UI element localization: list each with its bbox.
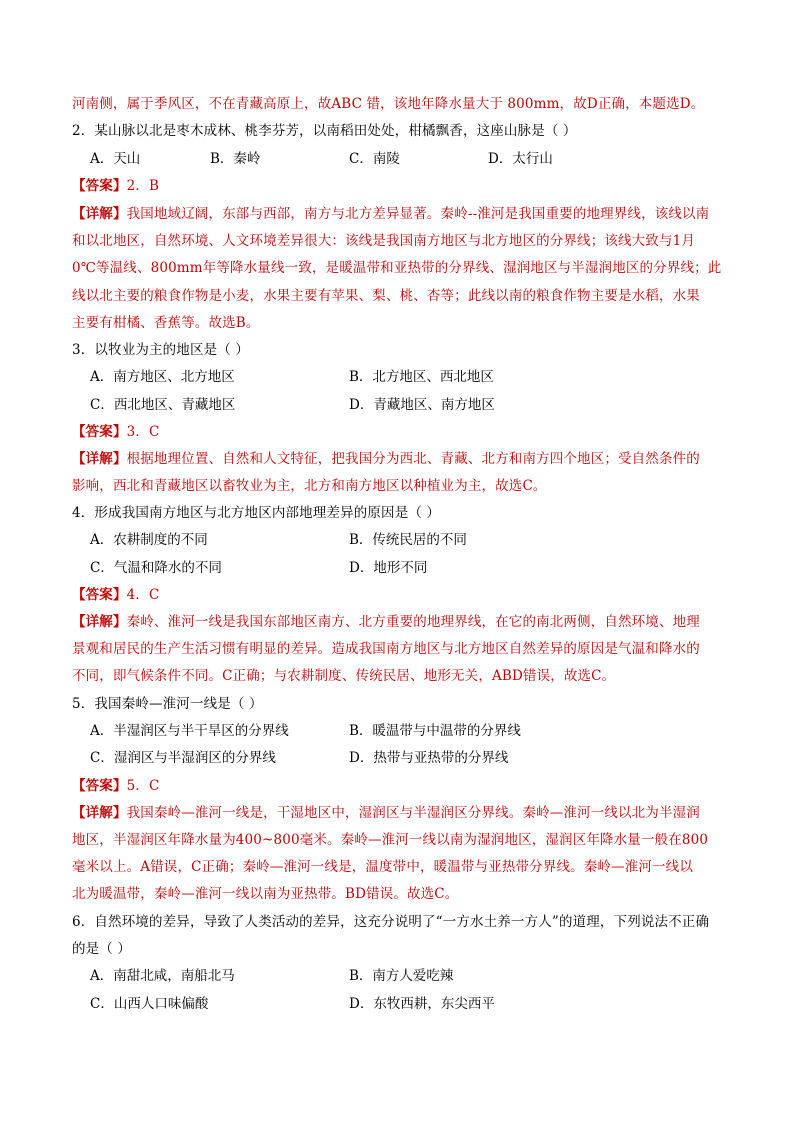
- answer-value: 4．C: [126, 587, 160, 603]
- q5-option-c: C．湿润区与半湿润区的分界线: [90, 750, 276, 766]
- q6-option-b: B．南方人爱吃辣: [349, 968, 454, 984]
- detail-text: 根据地理位置、自然和人文特征，把我国分为西北、青藏、北方和南方四个地区；受自然条件的: [126, 451, 700, 467]
- q4-option-c: C．气温和降水的不同: [90, 560, 222, 576]
- answer-tag: 【答案】: [72, 587, 127, 603]
- q3-answer: [72, 422, 732, 442]
- q2-detail-line-3: 0℃等温线、800mm年等降水量线一致，是暖温带和亚热带的分界线、湿润地区与半湿润地区的分界线；此: [72, 260, 722, 276]
- answer-value: 3．C: [126, 424, 160, 440]
- q5-option-a: A．半湿润区与半干旱区的分界线: [90, 723, 289, 739]
- q6-option-a: A．南甜北咸，南船北马: [90, 968, 235, 984]
- q4-answer: [72, 585, 732, 605]
- q3-option-c: C．西北地区、青藏地区: [90, 397, 236, 413]
- detail-text: 秦岭、淮河一线是我国东部地区南方、北方重要的地理界线，在它的南北两侧，自然环境、地理: [126, 614, 700, 630]
- answer-tag: 【答案】: [72, 178, 127, 194]
- q2-option-c: C．南陵: [349, 151, 400, 167]
- previous-detail-continuation: 河南侧，属于季风区，不在青藏高原上，故ABC 错，该地年降水量大于 800mm，故D正确，本题选D。: [72, 96, 705, 112]
- q2-answer: [72, 176, 732, 196]
- q2-detail-line-2: 和以北地区，自然环境、人文环境差异很大：该线是我国南方地区与北方地区的分界线；该线大致与1月: [72, 233, 695, 249]
- detail-tag: 【详解】: [72, 614, 127, 630]
- answer-value: 2．B: [126, 178, 160, 194]
- q3-detail-line-2: 影响，西北和青藏地区以畜牧业为主，北方和南方地区以种植业为主，故选C。: [72, 478, 547, 494]
- q2-detail-line-4: 线以北主要的粮食作物是小麦，水果主要有苹果、梨、桃、杏等；此线以南的粮食作物主要是水稻，水果: [72, 288, 700, 304]
- question-2-stem: 2．某山脉以北是枣木成林、桃李芬芳，以南稻田处处，柑橘飘香，这座山脉是（ ）: [72, 123, 577, 139]
- q3-option-a: A．南方地区、北方地区: [90, 369, 235, 385]
- detail-tag: 【详解】: [72, 805, 127, 821]
- q2-option-a: A．天山: [90, 151, 141, 167]
- q5-option-d: D．热带与亚热带的分界线: [349, 750, 509, 766]
- q4-option-a: A．农耕制度的不同: [90, 532, 208, 548]
- q4-detail-line-1: [72, 612, 732, 632]
- q3-option-d: D．青藏地区、南方地区: [349, 397, 495, 413]
- q3-option-b: B．北方地区、西北地区: [349, 369, 494, 385]
- question-6-stem-line-1: 6．自然环境的差异，导致了人类活动的差异，这充分说明了“一方水土养一方人”的道理，下列说法不正确: [72, 914, 710, 930]
- q5-detail-line-4: 北为暖温带，秦岭—淮河一线以南为亚热带。BD错误。故选C。: [72, 886, 459, 902]
- question-5-stem: 5．我国秦岭—淮河一线是（ ）: [72, 696, 263, 712]
- q2-detail-line-5: 主要有柑橘、香蕉等。故选B。: [72, 315, 260, 331]
- q2-detail-line-1: [72, 204, 732, 224]
- q5-detail-line-3: 毫米以上。A错误，C正确；秦岭—淮河一线是，温度带中，暖温带与亚热带分界线。秦岭—淮河一线以: [72, 859, 693, 875]
- answer-tag: 【答案】: [72, 778, 127, 794]
- question-4-stem: 4．形成我国南方地区与北方地区内部地理差异的原因是（ ）: [72, 505, 441, 521]
- detail-tag: 【详解】: [72, 451, 127, 467]
- answer-value: 5．C: [126, 778, 160, 794]
- q6-option-c: C．山西人口味偏酸: [90, 996, 209, 1012]
- detail-tag: 【详解】: [72, 206, 127, 222]
- detail-text: 我国秦岭—淮河一线是，干湿地区中，湿润区与半湿润区分界线。秦岭—淮河一线以北为半湿润: [126, 805, 700, 821]
- answer-tag: 【答案】: [72, 424, 127, 440]
- q4-detail-line-2: 景观和居民的生产生活习惯有明显的差异。造成我国南方地区与北方地区自然差异的原因是气温和降水的: [72, 641, 700, 657]
- question-6-stem-line-2: 的是（ ）: [72, 941, 132, 957]
- q2-option-d: D．太行山: [488, 151, 553, 167]
- question-3-stem: 3．以牧业为主的地区是（ ）: [72, 342, 249, 358]
- q5-detail-line-2: 地区，半湿润区年降水量为400~800毫米。秦岭—淮河一线以南为湿润地区，湿润区年降水量一般在800: [72, 832, 709, 848]
- q3-detail-line-1: [72, 449, 732, 469]
- q4-detail-line-3: 不同，即气候条件不同。C正确；与农耕制度、传统民居、地形无关，ABD错误，故选C。: [72, 668, 616, 684]
- q4-option-b: B．传统民居的不同: [349, 532, 467, 548]
- q6-option-d: D．东牧西耕，东尖西平: [349, 996, 495, 1012]
- q5-detail-line-1: [72, 803, 732, 823]
- q5-option-b: B．暖温带与中温带的分界线: [349, 723, 521, 739]
- q5-answer: [72, 776, 732, 796]
- q4-option-d: D．地形不同: [349, 560, 428, 576]
- q2-option-b: B．秦岭: [210, 151, 261, 167]
- detail-text: 我国地域辽阔，东部与西部，南方与北方差异显著。秦岭--淮河是我国重要的地理界线，该线以南: [126, 206, 710, 222]
